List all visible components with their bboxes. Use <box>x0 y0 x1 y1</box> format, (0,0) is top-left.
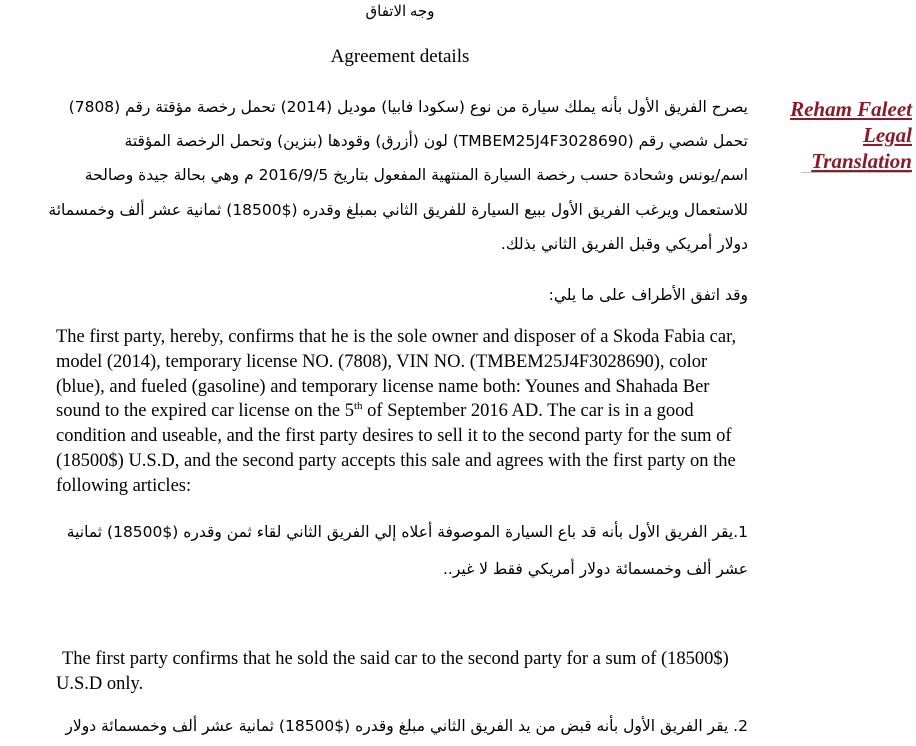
english-paragraph-1 <box>56 325 746 499</box>
arabic-paragraph-1-line: للاستعمال ويرغب الفريق الأول ببيع السيارة للفريق الثاني بمبلغ وقدره ($18500) ثمانية عشر ألف وخمسمائة <box>48 200 748 219</box>
arabic-agreed-text: وقد اتفق الأطراف على ما يلي: <box>548 286 748 304</box>
arabic-paragraph-1-line: اسم/يونس وشحادة حسب رخصة السيارة المنتهية المفعول بتاريخ 2016/9/5 م وهي بحالة جيدة وصالحة <box>84 166 748 185</box>
arabic-paragraph-1-line: يصرح الفريق الأول بأنه يملك سيارة من نوع (سكودا فابيا) موديل (2014) تحمل رخصة مؤقتة رقم (7808) <box>68 98 748 116</box>
arabic-article-1-line: عشر ألف وخمسمائة دولار أمريكي فقط لا غير.. <box>442 560 748 578</box>
logo-line-legal: Legal <box>863 123 912 147</box>
logo-line-translation: Translation <box>811 149 912 173</box>
arabic-article-1-line: 1.يقر الفريق الأول بأنه قد باع السيارة الموصوفة أعلاه إلي الفريق الثاني لقاء ثمن وقدره ($18500) ثمانية <box>66 523 748 541</box>
english-article-1 <box>56 647 746 697</box>
arabic-paragraph-1-line: تحمل شصي رقم (TMBEM25J4F3028690) لون (أزرق) وقودها (بنزين) وتحمل الرخصة المؤقتة <box>124 132 748 151</box>
arabic-title: وجه الاتفاق <box>365 4 435 20</box>
logo-divider <box>801 172 911 173</box>
english-paragraph-1-text-cont: of September 2016 AD. The car is in a good condition and useable, and the first party desires to sell it to the second party for the sum of (18500$) U.S.D, and the second party accepts this sale and agrees with the first party on the following articles: <box>56 401 736 496</box>
arabic-article-2-line: 2. يقر الفريق الأول بأنه قبض من يد الفريق الثاني مبلغ وقدره ($18500) ثمانية عشر ألف وخمسمائة دولار <box>65 717 748 735</box>
translator-logo <box>780 96 912 174</box>
ordinal-suffix: th <box>353 400 363 413</box>
arabic-article-1 <box>66 514 748 588</box>
english-article-1-text: The first party confirms that he sold the said car to the second party for a sum of (18500$) U.S.D only. <box>56 649 729 694</box>
arabic-paragraph-1-line: دولار أمريكي وقبل الفريق الثاني بذلك. <box>500 234 748 253</box>
arabic-article-2 <box>64 712 748 740</box>
arabic-paragraph-1 <box>48 90 748 261</box>
english-title: Agreement details <box>330 46 470 67</box>
english-paragraph-1-text: The first party, hereby, confirms that he is the sole owner and disposer of a Skoda Fabia car, model (2014), temporary license NO. (7808), VIN NO. (TMBEM25J4F3028690), color (blue), and fueled (gasoline) and temporary license name both: Younes and Shahada Ber sound to the expired car license on the 5 <box>56 327 737 422</box>
logo-line-name: Reham Faleet <box>790 97 912 121</box>
arabic-agreed-line <box>300 284 748 306</box>
